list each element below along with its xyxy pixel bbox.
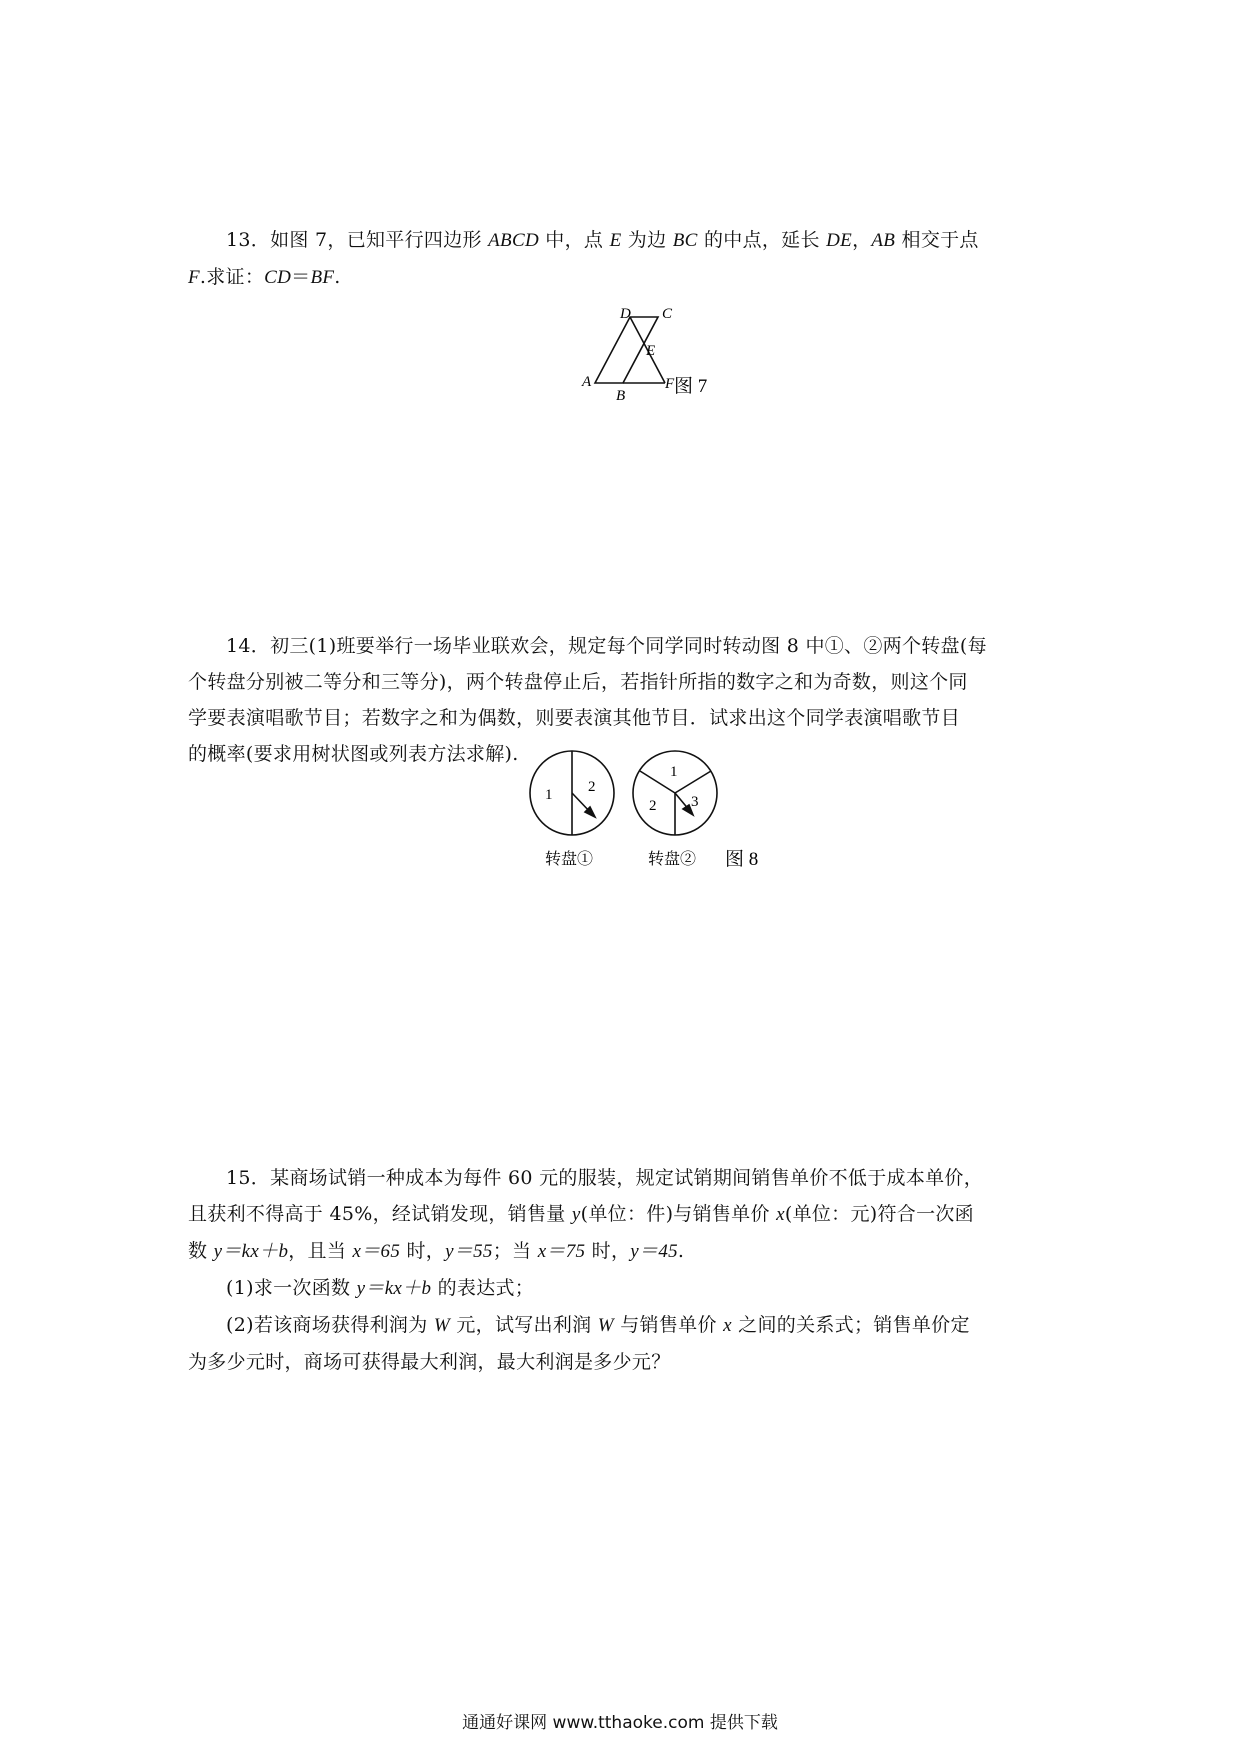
spinner-1 — [530, 751, 614, 835]
label-a: A — [582, 374, 592, 390]
question-13: 13．如图 7，已知平行四边形 ABCD 中，点 E 为边 BC 的中点，延长 DE，AB 相交于点 F.求证：CD＝BF. — [188, 229, 979, 288]
label-e: E — [646, 343, 656, 359]
spinner-2-label-2: 2 — [649, 798, 657, 814]
page-footer: 通通好课网 www.tthaoke.com 提供下载 — [462, 1713, 778, 1733]
figure-7-caption: 图 7 — [674, 376, 708, 397]
label-d: D — [620, 306, 631, 322]
spinner-1-label-2: 2 — [588, 779, 596, 795]
label-b: B — [616, 388, 626, 404]
question-15: 15．某商场试销一种成本为每件 60 元的服装，规定试销期间销售单价不低于成本单价， 且获利不得高于 45%，经试销发现，销售量 y(单位：件)与销售单价 x(单位：元)符合一次函 数 y＝kx＋b，且当 x＝65 时，y＝55；当 x＝75 时，y＝45. (1)求一次函数 y＝kx＋b 的表达式； (2)若该商场获得利润为 W 元，试写出利润 W 与销售单价 x 之间的关系式；销售单价定 为多少元时，商场可获得最大利润，最大利润是多少元？ — [188, 1167, 984, 1373]
spinner-1-caption: 转盘① — [545, 851, 594, 868]
figure-8-caption: 图 8 — [725, 849, 759, 870]
figure-7 — [570, 300, 720, 410]
question-14: 14．初三(1)班要举行一场毕业联欢会，规定每个同学同时转动图 8 中①、②两个转盘(每 个转盘分别被二等分和三等分)，两个转盘停止后，若指针所指的数字之和为奇数，则这个同 学要表演唱歌节目；若数字之和为偶数，则要表演其他节目．试求出这个同学表演唱歌节目 的概率(要求用树状图或列表方法求解). — [188, 635, 987, 765]
spinner-2-caption: 转盘② — [648, 851, 697, 868]
spinner-1-label-1: 1 — [545, 787, 553, 803]
spinner-2-label-3: 3 — [691, 794, 699, 810]
figure-8 — [515, 748, 775, 898]
spinner-2-label-1: 1 — [670, 764, 678, 780]
label-f: F — [665, 376, 675, 392]
label-c: C — [662, 306, 673, 322]
